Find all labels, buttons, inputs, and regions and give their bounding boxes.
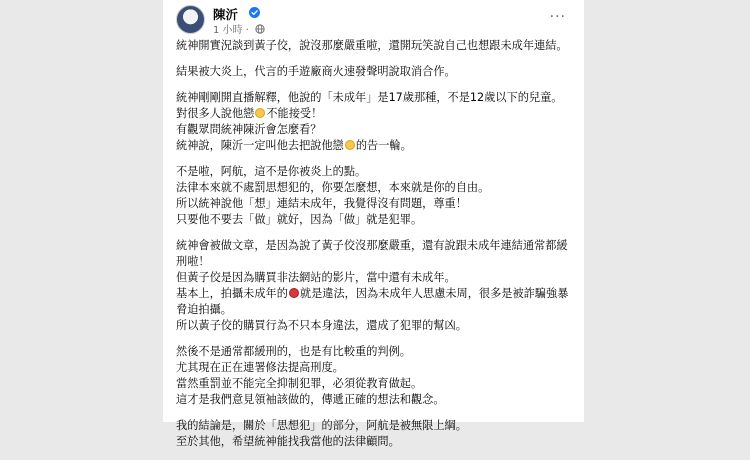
- author-name[interactable]: 陳沂: [213, 7, 239, 22]
- post-text-line: 統神開實況談到黃子佼，說沒那麼嚴重啦，還開玩笑說自己也想跟未成年連結。: [176, 39, 568, 52]
- post-paragraph: [176, 64, 574, 80]
- facebook-post-card: [163, 0, 584, 448]
- post-paragraph: [176, 90, 574, 154]
- post-text-line: 結果被大炎上，代言的手遊廠商火速發聲明說取消合作。: [176, 65, 456, 78]
- post-text-line: 所以統神說他「想」連結未成年，我覺得沒有問題，尊重！: [176, 197, 467, 210]
- post-text-line: 有觀眾問統神陳沂會怎麼看？: [176, 123, 322, 136]
- post-text-line: 只要他不要去「做」就好，因為「做」就是犯罪。: [176, 213, 423, 226]
- post-text-line: 統神剛剛開直播解釋，他說的「未成年」是17歲那種，不是12歲以下的兒童。: [176, 91, 563, 104]
- post-meta: [213, 21, 265, 36]
- verified-badge-icon: [249, 7, 260, 18]
- post-text-line: 法律本來就不處罰思想犯的，你要怎麼想，本來就是你的自由。: [176, 181, 490, 194]
- post-text-line: 這才是我們意見領袖該做的，傳遞正確的想法和觀念。: [176, 393, 445, 406]
- post-text-line: 對很多人說他戀 不能接受！: [176, 107, 323, 120]
- post-text-line: 所以黃子佼的購買行為不只本身違法，還成了犯罪的幫凶。: [176, 319, 467, 332]
- meta-separator: ·: [245, 25, 249, 36]
- post-paragraph: [176, 164, 574, 228]
- globe-icon[interactable]: [255, 24, 265, 34]
- post-text-line: 我的結論是，關於「思想犯」的部分，阿航是被無限上綱。: [176, 419, 467, 432]
- post-timestamp[interactable]: 1 小時: [213, 25, 243, 36]
- post-paragraph: [176, 418, 574, 450]
- post-paragraph: [176, 238, 574, 334]
- post-text-line: 尤其現在正在連署修法提高刑度。: [176, 361, 344, 374]
- post-body: [176, 38, 574, 460]
- post-text-line: 統神說，陳沂一定叫他去把說他戀 的告一輪。: [176, 139, 412, 152]
- post-text-line: 當然重罰並不能完全抑制犯罪，必須從教育做起。: [176, 377, 423, 390]
- post-text-line: 不是啦，阿航，這不是你被炎上的點。: [176, 165, 367, 178]
- post-text-line: 統神會被做文章，是因為說了黃子佼沒那麼嚴重，還有說跟未成年連結通常都緩刑啦！: [176, 239, 568, 268]
- post-header: [176, 5, 576, 35]
- post-text-line: 至於其他，希望統神能找我當他的法律顧問。: [176, 435, 400, 448]
- red-emoji-icon: [289, 288, 299, 298]
- post-text-line: 基本上，拍攝未成年的 就是違法，因為未成年人思慮未周，很多是被詐騙強暴脅迫拍攝。: [176, 287, 569, 316]
- post-text-line: 但黃子佼是因為購買非法網站的影片，當中還有未成年。: [176, 271, 456, 284]
- laughing-emoji-icon: [345, 140, 355, 150]
- laughing-emoji-icon: [255, 108, 265, 118]
- author-avatar[interactable]: [176, 5, 205, 34]
- post-text-line: 然後不是通常都緩刑的，也是有比較重的判例。: [176, 345, 411, 358]
- more-options-button[interactable]: ···: [549, 9, 566, 25]
- post-paragraph: [176, 38, 574, 54]
- post-paragraph: [176, 344, 574, 408]
